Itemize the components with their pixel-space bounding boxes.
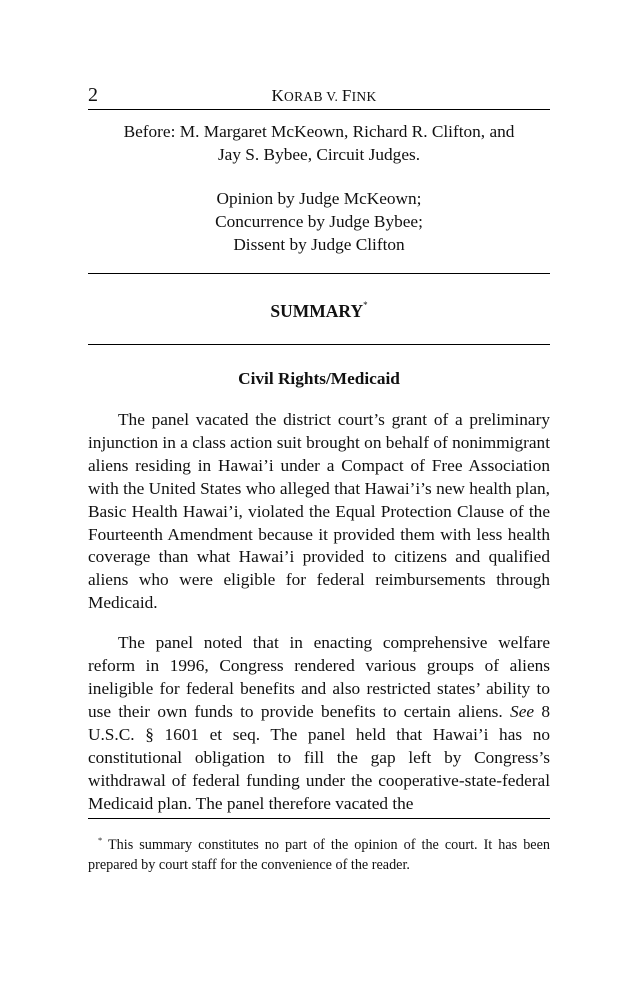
page — [88, 84, 550, 875]
footnote-divider — [88, 818, 550, 819]
signal-see: See — [510, 701, 535, 721]
concurrence-author: Concurrence by Judge Bybee; — [215, 212, 423, 231]
divider-summary — [88, 344, 550, 345]
case-caption: KORAB V. FINK — [271, 86, 377, 105]
panel-line-2: Jay S. Bybee, Circuit Judges. — [217, 145, 421, 164]
summary-paragraph-1: The panel vacated the district court’s grant of a preliminary injunction in a class action suit brought on behalf of nonimmigrant aliens residing in Hawai’i under a Compact of Free Association with the United States who alleged that Hawai’i’s new health plan, Basic Health Hawai’i, violated the Equal Protection Clause of the Fourteenth Amendment because it provided them with less health coverage than what Hawai’i provided to citizens and qualified aliens who were eligible for federal reimbursements through Medicaid. — [88, 410, 550, 613]
footnote-marker: * — [363, 300, 368, 310]
summary-subheading: Civil Rights/Medicaid — [238, 369, 400, 388]
running-header — [88, 84, 550, 110]
authorship-block — [88, 187, 550, 256]
opinion-author: Opinion by Judge McKeown; — [216, 189, 422, 208]
panel-line-1: Before: M. Margaret McKeown, Richard R. Clifton, and — [123, 122, 515, 141]
page-number: 2 — [88, 84, 98, 106]
divider-top — [88, 273, 550, 274]
footnote: * This summary constitutes no part of the opinion of the court. It has been prepared by court staff for the convenience of the reader. — [88, 835, 550, 873]
summary-heading: SUMMARY* — [270, 300, 368, 321]
dissent-author: Dissent by Judge Clifton — [233, 235, 405, 254]
summary-paragraph-2: The panel noted that in enacting comprehensive welfare reform in 1996, Congress rendered various groups of aliens ineligible for federal benefits and also restricted states’ ability to use their own funds to provide benefits to certain aliens. See 8 U.S.C. § 1601 et seq. The panel held that Hawai’i has no constitutional obligation to fill the gap left by Congress’s withdrawal of federal funding under the cooperative-state-federal Medicaid plan. The panel therefore vacated the — [88, 633, 550, 813]
panel-judges — [88, 120, 550, 166]
